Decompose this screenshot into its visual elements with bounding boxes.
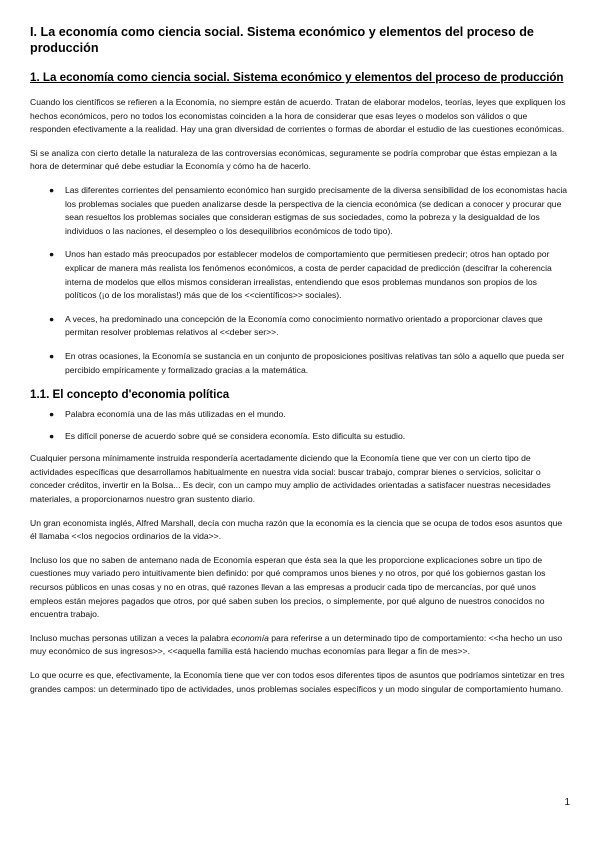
list-item — [30, 184, 570, 238]
paragraph-word-usage — [30, 632, 570, 659]
bullet-icon: ● — [49, 249, 55, 260]
list-item-text: A veces, ha predominado una concepción de la Economía como conocimiento normativo orientado a proporcionar claves que permitan resolver problemas relativos al <<deber ser>>. — [65, 313, 543, 338]
bullet-list-schools — [30, 184, 570, 377]
list-item-text: Palabra economía una de las más utilizadas en el mundo. — [65, 409, 286, 420]
bullet-icon: ● — [49, 313, 55, 324]
paragraph-intro: Cuando los científicos se refieren a la Economía, no siempre están de acuerdo. Tratan de elaborar modelos, teorías, leyes que expliquen los hechos económicos, pero no todos los economistas coinciden a la hora de considerar que esas leyes o modelos son válidos o que responden efectivamente a la realidad. Hay una gran diversidad de corrientes o formas de abordar el estudio de las cuestiones económicas. — [30, 97, 566, 135]
list-item — [30, 313, 570, 340]
list-item — [30, 408, 570, 422]
bullet-icon: ● — [49, 409, 55, 420]
bullet-icon: ● — [49, 430, 55, 441]
list-item — [30, 248, 570, 302]
bullet-icon: ● — [49, 184, 55, 195]
page-number: 1 — [564, 797, 570, 808]
list-item-text: En otras ocasiones, la Economía se sustancia en un conjunto de proposiciones positivas relativas tan sólo a aquello que pueda ser percibido empíricamente y formalizado gracias a la matemática. — [65, 350, 565, 375]
paragraph-questions: Incluso los que no saben de antemano nada de Economía esperan que ésta sea la que les proporcione explicaciones sobre un tipo de cuestiones muy variado pero intuitivamente bien definido: por qué compramos unos bienes y no otros, por qué los gobiernos gastan los recursos públicos en unas cosas y no en otras, qué razones llevan a las empresas a producir cada tipo de mercancías, por qué unos empleos están mejores pagados que otros, por qué saben suben los precios, o simplemente, por qué alguno de nuestros conocidos no encuentra trabajo. — [30, 554, 546, 620]
paragraph-summary: Lo que ocurre es que, efectivamente, la Economía tiene que ver con todos esos diferentes tipos de asuntos que podríamos sintetizar en tres grandes campos: un determinado tipo de actividades, unos problemas sociales específicos y un modo singular de comportamiento humano. — [30, 670, 565, 694]
italic-term: economía — [231, 632, 269, 643]
list-item-text: Unos han estado más preocupados por establecer modelos de comportamiento que permitiesen predecir; otros han optado por explicar de manera más realista los fenómenos económicos, a costa de perder capacidad de predicción (descifrar la coherencia interna de modelos que ellos mismos consideran irrealistas, entendiendo que esos problemas mundanos son propios de los políticos (¡o de los moralistas!) más que de los <<científicos>> sociales). — [65, 249, 552, 301]
text-span: Incluso muchas personas utilizan a veces la palabra — [30, 632, 232, 643]
paragraph-marshall: Un gran economista inglés, Alfred Marshall, decía con mucha razón que la economía es la ciencia que se ocupa de todos esos asuntos que él llamaba <<los negocios ordinarios de la vida>>. — [30, 517, 563, 542]
list-item — [30, 430, 570, 444]
bullet-list-concept — [30, 408, 570, 443]
list-item — [30, 350, 570, 377]
subsection-heading: 1.1. El concepto d'economia política — [30, 388, 230, 402]
list-item-text: Las diferentes corrientes del pensamiento económico han surgido precisamente de la diversa sensibilidad de los economistas hacia los problemas sociales que pueden analizarse desde la perspectiva de la ciencia económica (se dedican a conocer y procurar que sean resueltos los problemas sociales que consideran estigmas de sus sociedades, como la pobreza y la desigualdad de los individuos o las naciones, el desempleo o los desequilibrios económicos de todo tipo). — [65, 184, 568, 236]
text-span: para referirse a un determinado tipo de comportamiento: <<ha hecho un uso muy económico de sus ingresos>>, <<aquella familia está haciendo muchas economías para llegar a fin de mes>>. — [30, 632, 563, 657]
paragraph-activities: Cualquier persona mínimamente instruida respondería acertadamente diciendo que la Economía tiene que ver con un cierto tipo de actividades específicas que desarrollamos habitualmente en nuestra vida social: buscar trabajo, comprar bienes o servicios, solicitar o conceder créditos, invertir en la Bolsa... Es decir, con un campo muy amplio de actividades orientadas a satisfacer nuestras necesidades materiales, a proporcionarnos nuestro gran sustento diario. — [30, 453, 551, 505]
bullet-icon: ● — [49, 350, 55, 361]
list-item-text: Es difícil ponerse de acuerdo sobre qué se considera economía. Esto dificulta su estudio. — [65, 430, 406, 441]
document-title: I. La economía como ciencia social. Sistema económico y elementos del proceso de producción — [30, 25, 534, 55]
paragraph-controversies: Si se analiza con cierto detalle la naturaleza de las controversias económicas, seguramente se podría comprobar que éstas empiezan a la hora de determinar qué debe estudiar la Economía y cómo ha de hacerlo. — [30, 147, 557, 172]
section-heading: 1. La economía como ciencia social. Sistema económico y elementos del proceso de producción — [30, 71, 564, 84]
